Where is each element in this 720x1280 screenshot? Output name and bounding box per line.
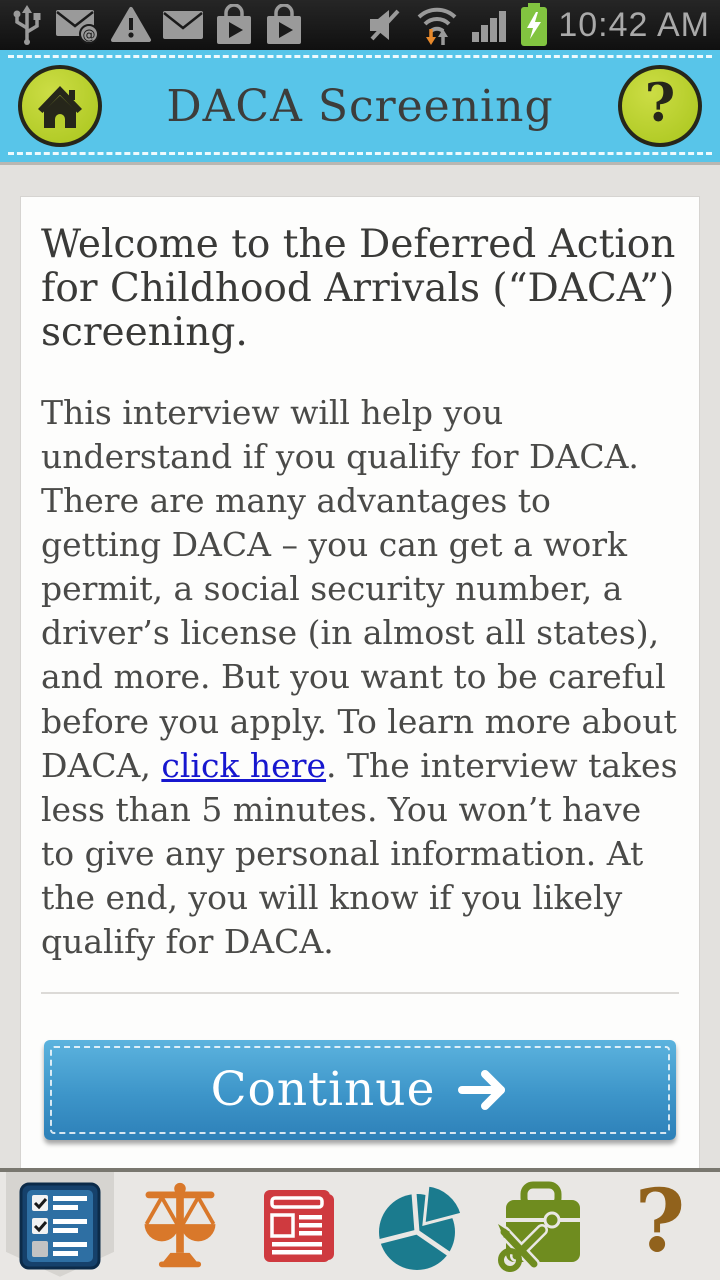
nav-item-newspaper[interactable] xyxy=(240,1172,360,1280)
welcome-heading: Welcome to the Deferred Action for Childhood Arrivals (“DACA”) screening. xyxy=(41,222,676,356)
question-icon: ? xyxy=(644,73,676,134)
play-store-icon xyxy=(214,4,254,46)
status-icons-left xyxy=(10,4,304,46)
play-store-icon xyxy=(264,4,304,46)
content-card xyxy=(20,196,700,1173)
wifi-arrows-icon xyxy=(414,3,460,47)
content-area xyxy=(0,196,720,1199)
question-mark-icon: ? xyxy=(634,1171,686,1272)
nav-item-pie-chart[interactable] xyxy=(360,1172,480,1280)
divider xyxy=(41,992,679,994)
app-header xyxy=(0,50,720,165)
battery-charging-icon xyxy=(520,3,548,47)
nav-item-checklist[interactable] xyxy=(0,1172,120,1280)
home-button[interactable] xyxy=(18,65,102,147)
email-at-icon xyxy=(54,6,100,44)
nav-item-question[interactable] xyxy=(600,1172,720,1280)
help-button[interactable] xyxy=(618,65,702,147)
mute-icon xyxy=(364,6,404,44)
arrow-right-icon xyxy=(457,1066,509,1114)
checklist-icon xyxy=(19,1182,101,1270)
status-bar xyxy=(0,0,720,50)
intro-paragraph xyxy=(41,391,679,964)
toolbox-icon xyxy=(490,1180,590,1272)
warning-icon xyxy=(110,6,152,44)
svg-text:@: @ xyxy=(82,28,96,43)
signal-icon xyxy=(470,6,510,44)
nav-item-scales[interactable] xyxy=(120,1172,240,1280)
bottom-nav xyxy=(0,1168,720,1280)
usb-icon xyxy=(10,4,44,46)
email-icon xyxy=(162,9,204,41)
page-title: DACA Screening xyxy=(166,80,554,132)
home-icon xyxy=(35,82,85,130)
nav-item-toolbox[interactable] xyxy=(480,1172,600,1280)
status-icons-right xyxy=(364,0,710,50)
click-here-link[interactable]: click here xyxy=(161,745,327,785)
continue-label: Continue xyxy=(210,1062,436,1118)
continue-button[interactable] xyxy=(44,1040,676,1140)
newspaper-icon xyxy=(256,1182,344,1270)
clock: 10:42 AM xyxy=(558,6,710,44)
paragraph-text-after: . The interview takes less than 5 minutes. You won’t have to give any personal information. At the end, you will know if you likely qualify for DACA. xyxy=(41,745,678,961)
paragraph-text-before: This interview will help you understand if you qualify for DACA. There are many advantages to getting DACA – you can get a work permit, a social security number, a driver’s license (in almost all states), and more. But you want to be careful before you apply. To learn more about DACA, xyxy=(41,393,677,785)
pie-chart-icon xyxy=(372,1178,468,1274)
scales-icon xyxy=(134,1180,226,1272)
